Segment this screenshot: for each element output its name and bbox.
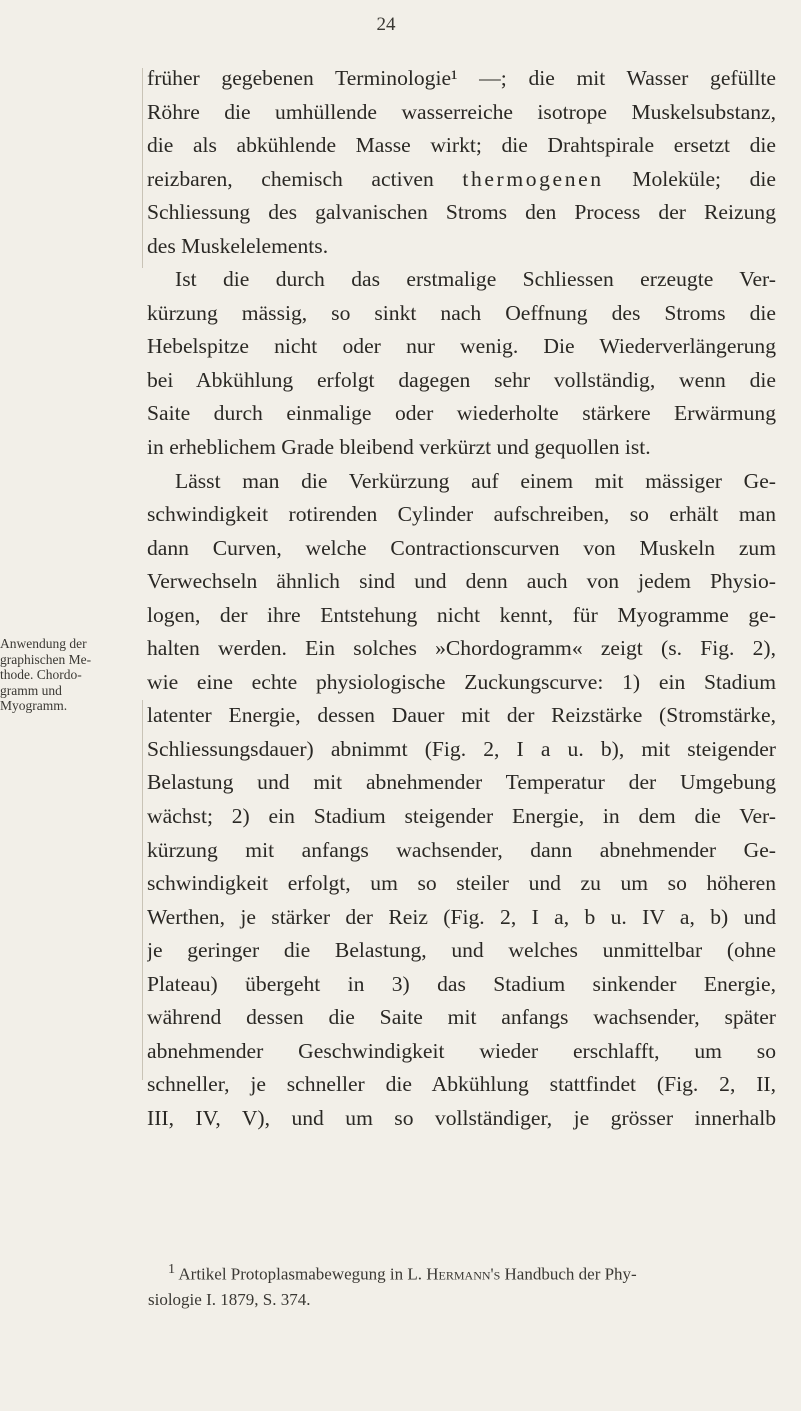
text-line: Belastung und mit abnehmender Temperatur der Umgebung [147, 770, 776, 795]
text-line: logen, der ihre Entstehung nicht kennt, für Myogramme ge- [147, 602, 776, 627]
text-line: je geringer die Belastung, und welches unmittelbar (ohne [147, 938, 776, 963]
text-line: wie eine echte physiologische Zuckungscurve: 1) ein Stadium [147, 669, 776, 694]
margin-rule-top [142, 68, 143, 268]
margin-note-line: thode. Chordo- [0, 667, 82, 682]
footnote-text: Artikel Protoplasmabewegung in L. [175, 1264, 427, 1284]
footnote-text: Handbuch der Phy- [500, 1264, 637, 1284]
footnote [148, 1257, 776, 1313]
text-line: III, IV, V), und um so vollständiger, je grösser innerhalb [147, 1105, 776, 1130]
text-line: abnehmender Geschwindigkeit wieder erschlafft, um so [147, 1038, 776, 1063]
text-line: Röhre die umhüllende wasserreiche isotrope Muskelsubstanz, [147, 99, 776, 124]
footnote-marker: 1 [168, 1261, 176, 1277]
text-line: dann Curven, welche Contractionscurven von Muskeln zum [147, 535, 776, 560]
text-line: kürzung mit anfangs wachsender, dann abnehmender Ge- [147, 837, 776, 862]
margin-note [0, 636, 142, 714]
text-line: des Muskelelements. [147, 233, 329, 258]
text-line: in erheblichem Grade bleibend verkürzt und gequollen ist. [147, 435, 651, 460]
page-number: 24 [376, 14, 396, 35]
text-line: Saite durch einmalige oder wiederholte stärkere Erwärmung [147, 401, 776, 426]
margin-note-line: Myogramm. [0, 698, 68, 713]
text-line: Schliessungsdauer) abnimmt (Fig. 2, I a u. b), mit steigender [147, 736, 776, 761]
text-fragment: reizbaren, chemisch activen [147, 166, 463, 191]
text-line: Plateau) übergeht in 3) das Stadium sinkender Energie, [147, 971, 776, 996]
text-line: während dessen die Saite mit anfangs wachsender, später [147, 1005, 776, 1030]
body-text [147, 62, 776, 1136]
footnote-line: siologie I. 1879, S. 374. [148, 1290, 311, 1310]
margin-note-line: Anwendung der [0, 636, 87, 651]
text-line [147, 163, 776, 197]
text-fragment: Moleküle; die [603, 166, 776, 191]
text-line: Ist die durch das erstmalige Schliessen erzeugte Ver- [175, 267, 776, 292]
text-line: kürzung mässig, so sinkt nach Oeffnung des Stroms die [147, 300, 776, 325]
text-line: Schliessung des galvanischen Stroms den Process der Reizung [147, 200, 776, 225]
text-line: Hebelspitze nicht oder nur wenig. Die Wiederverlängerung [147, 334, 776, 359]
text-line: Lässt man die Verkürzung auf einem mit mässiger Ge- [175, 468, 776, 493]
margin-note-line: graphischen Me- [0, 651, 92, 667]
footnote-line [168, 1257, 776, 1287]
text-line: schwindigkeit erfolgt, um so steiler und zu um so höheren [147, 871, 776, 896]
text-line: Werthen, je stärker der Reiz (Fig. 2, I a, b u. IV a, b) und [147, 904, 776, 929]
text-line: früher gegebenen Terminologie¹ —; die mit Wasser gefüllte [147, 66, 776, 90]
text-line: latenter Energie, dessen Dauer mit der Reizstärke (Stromstärke, [147, 703, 776, 728]
emphasized-word: thermogenen [462, 166, 604, 191]
margin-note-line: gramm und [0, 682, 62, 698]
text-line: Verwechseln ähnlich sind und denn auch von jedem Physio- [147, 569, 776, 594]
text-line: halten werden. Ein solches »Chordogramm« zeigt (s. Fig. 2), [147, 636, 776, 661]
text-line: schneller, je schneller die Abkühlung stattfindet (Fig. 2, II, [147, 1072, 776, 1097]
text-line: die als abkühlende Masse wirkt; die Drahtspirale ersetzt die [147, 133, 776, 158]
text-line: wächst; 2) ein Stadium steigender Energie, in dem die Ver- [147, 804, 776, 829]
margin-rule-bottom [142, 700, 143, 1080]
footnote-author: Hermann's [426, 1264, 501, 1284]
text-line: schwindigkeit rotirenden Cylinder aufschreiben, so erhält man [147, 502, 776, 527]
text-line: bei Abkühlung erfolgt dagegen sehr vollständig, wenn die [147, 367, 776, 392]
